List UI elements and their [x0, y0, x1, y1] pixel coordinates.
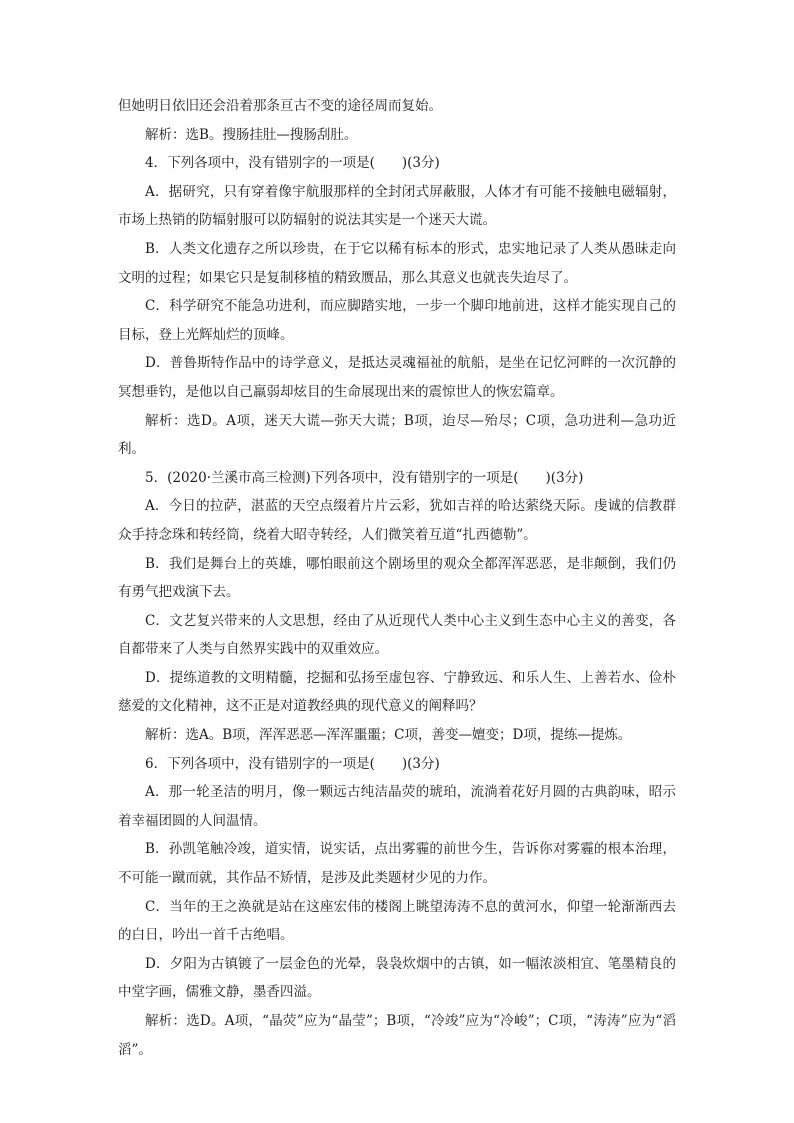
- document-page: [118, 92, 676, 1064]
- paragraph-continuation: 但她明日依旧还会沿着那条亘古不变的途径周而复始。: [118, 98, 442, 114]
- question-6-option-b: B．孙凯笔触冷竣，道实情，说实话，点出雾霾的前世今生，告诉你对雾霾的根本治理，不可能一蹴而就，其作品不矫情，是涉及此类题材少见的力作。: [118, 841, 676, 887]
- answer-analysis-6: 解析：选D。A项，“晶荧”应为“晶莹”；B项，“冷竣”应为“冷峻”；C项，“涛涛”应为“滔滔”。: [118, 1013, 676, 1058]
- question-4-option-b: B．人类文化遗存之所以珍贵，在于它以稀有标本的形式，忠实地记录了人类从愚昧走向文明的过程；如果它只是复制移植的精致赝品，那么其意义也就丧失迨尽了。: [118, 240, 676, 286]
- question-6-option-c: C．当年的王之涣就是站在这座宏伟的楼阁上眺望涛涛不息的黄河水，仰望一轮渐渐西去的白日，吟出一首千古绝唱。: [118, 898, 676, 944]
- answer-analysis-5: 解析：选A。B项，浑浑恶恶—浑浑噩噩；C项，善变—嬗变；D项，提练—提炼。: [145, 727, 632, 744]
- question-5: 5．(2020·兰溪市高三检测)下列各项中，没有错别字的一项是( )(3分): [145, 469, 584, 486]
- question-5-option-d: D．提练道教的文明精髓，挖掘和弘扬至虚包容、宁静致远、和乐人生、上善若水、俭朴慈爱的文化精神，这不正是对道教经典的现代意义的阐释吗？: [118, 669, 676, 715]
- answer-analysis-3: 解析：选B。搜肠挂肚—搜肠刮肚。: [145, 126, 358, 143]
- question-4-option-d: D．普鲁斯特作品中的诗学意义，是抵达灵魂福祉的航船，是坐在记忆河畔的一次沉静的冥想垂钓，是他以自己羸弱却炫目的生命展现出来的震惊世人的恢宏篇章。: [118, 355, 676, 400]
- question-4: 4．下列各项中，没有错别字的一项是( )(3分): [145, 155, 440, 172]
- question-6-option-a: A．那一轮圣洁的明月，像一颗远古纯洁晶荧的琥珀，流淌着花好月圆的古典韵味，昭示着幸福团圆的人间温情。: [118, 784, 676, 829]
- answer-analysis-4: 解析：选D。A项，迷天大谎—弥天大谎；B项，迨尽—殆尽；C项，急功进利—急功近利。: [118, 412, 676, 458]
- question-6: 6．下列各项中，没有错别字的一项是( )(3分): [145, 755, 440, 772]
- question-4-option-c: C．科学研究不能急功进利，而应脚踏实地，一步一个脚印地前进，这样才能实现自己的目标，登上光辉灿烂的顶峰。: [118, 298, 676, 343]
- question-5-option-c: C．文艺复兴带来的人文思想，经由了从近现代人类中心主义到生态中心主义的善变，各自都带来了人类与自然界实践中的双重效应。: [118, 612, 676, 658]
- question-5-option-a: A．今日的拉萨，湛蓝的天空点缀着片片云彩，犹如吉祥的哈达萦绕天际。虔诚的信教群众手持念珠和转经筒，绕着大昭寺转经，人们微笑着互道“扎西德勒”。: [118, 498, 676, 543]
- question-5-option-b: B．我们是舞台上的英雄，哪怕眼前这个剧场里的观众全都浑浑恶恶，是非颠倒，我们仍有勇气把戏演下去。: [118, 555, 676, 601]
- question-6-option-d: D．夕阳为古镇镀了一层金色的光晕，袅袅炊烟中的古镇，如一幅浓淡相宜、笔墨精良的中堂字画，儒雅文静，墨香四溢。: [118, 955, 676, 1001]
- question-4-option-a: A．据研究，只有穿着像宇航服那样的全封闭式屏蔽服，人体才有可能不接触电磁辐射，市场上热销的防辐射服可以防辐射的说法其实是一个迷天大谎。: [118, 183, 676, 229]
